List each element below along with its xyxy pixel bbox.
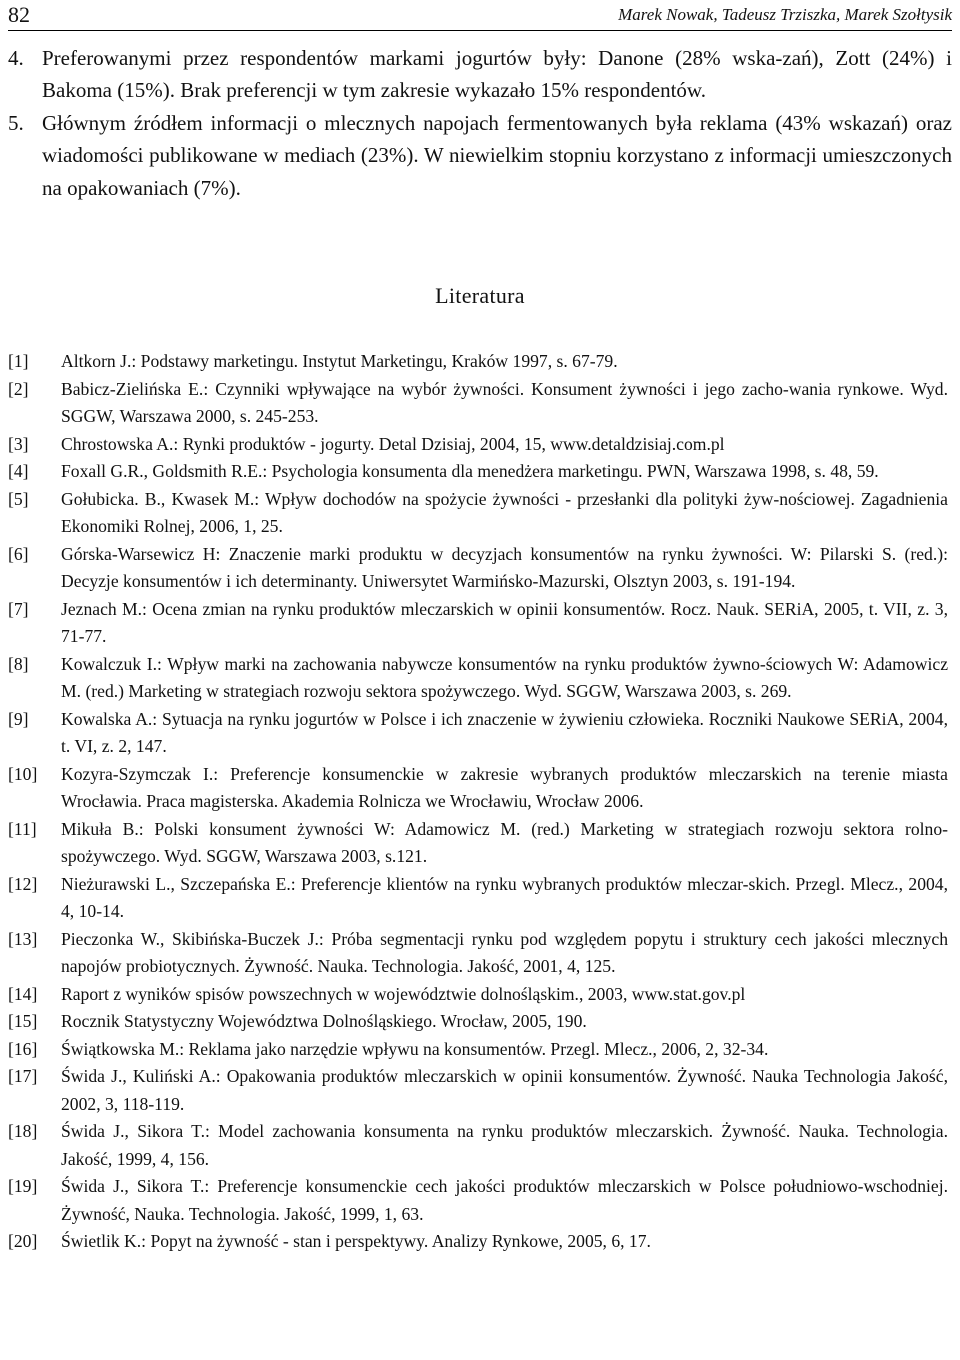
conclusion-text: Preferowanymi przez respondentów markami jogurtów były: Danone (28% wska-zań), Zott (24%) i Bakoma (15%). Brak preferencji w tym zakresie wykazało 15% respondentów.	[42, 46, 952, 103]
reference-item	[8, 1228, 948, 1256]
reference-number: [20]	[8, 1231, 38, 1251]
reference-item	[8, 871, 948, 926]
reference-text: Babicz-Zielińska E.: Czynniki wpływające na wybór żywności. Konsument żywności i jego zacho-wania rynkowe. Wyd. SGGW, Warszawa 2000, s. 245-253.	[61, 378, 948, 426]
reference-number: [3]	[8, 433, 29, 454]
reference-number: [10]	[8, 763, 38, 784]
reference-number: [18]	[8, 1121, 38, 1141]
reference-text: Altkorn J.: Podstawy marketingu. Instytut Marketingu, Kraków 1997, s. 67-79.	[61, 351, 618, 371]
reference-text: Pieczonka W., Skibińska-Buczek J.: Próba segmentacji rynku pod względem popytu i struktury cech jakości mlecznych napojów probiotycznych. Żywność. Nauka. Technologia. Jakość, 2001, 4, 125.	[61, 928, 948, 976]
reference-item	[8, 816, 948, 871]
reference-item	[8, 926, 948, 981]
reference-item	[8, 1036, 948, 1064]
reference-text: Kozyra-Szymczak I.: Preferencje konsumenckie w zakresie wybranych produktów mleczarskich na terenie miasta Wrocławia. Praca magisterska. Akademia Rolnicza we Wrocławiu, Wrocław 2006.	[61, 763, 948, 811]
reference-number: [7]	[8, 598, 29, 619]
reference-text: Górska-Warsewicz H: Znaczenie marki produktu w decyzjach konsumentów na rynku żywności. W: Pilarski S. (red.): Decyzje konsumentów i ich determinanty. Uniwersytet Warmińsko-Mazurski, Olsztyn 2003, s. 191-194.	[61, 543, 948, 591]
reference-number: [8]	[8, 653, 29, 674]
reference-item	[8, 706, 948, 761]
page-number: 82	[8, 2, 30, 27]
reference-text: Chrostowska A.: Rynki produktów - jogurty. Detal Dzisiaj, 2004, 15, www.detaldzisiaj.com.pl	[61, 433, 725, 454]
reference-number: [16]	[8, 1038, 38, 1059]
reference-text: Rocznik Statystyczny Województwa Dolnośląskiego. Wrocław, 2005, 190.	[61, 1011, 587, 1031]
reference-text: Gołubicka. B., Kwasek M.: Wpływ dochodów na spożycie żywności - przesłanki dla polityki żyw-nościowej. Zagadnienia Ekonomiki Rolnej, 2006, 1, 25.	[61, 488, 948, 536]
reference-text: Świda J., Sikora T.: Preferencje konsumenckie cech jakości produktów mleczarskich w Polsce południowo-wschodniej. Żywność, Nauka. Technologia. Jakość, 1999, 1, 63.	[61, 1176, 948, 1224]
reference-item	[8, 761, 948, 816]
reference-number: [1]	[8, 351, 29, 371]
reference-number: [4]	[8, 461, 29, 481]
reference-text: Kowalska A.: Sytuacja na rynku jogurtów w Polsce i ich znaczenie w żywieniu człowieka. Roczniki Naukowe SERiA, 2004, t. VI, z. 2, 147.	[61, 708, 948, 756]
reference-item	[8, 651, 948, 706]
reference-number: [9]	[8, 708, 29, 729]
references-list	[8, 348, 948, 1256]
conclusion-number: 4.	[8, 46, 24, 70]
reference-item	[8, 541, 948, 596]
reference-text: Świda J., Kuliński A.: Opakowania produktów mleczarskich w opinii konsumentów. Żywność. Nauka Technologia Jakość, 2002, 3, 118-119.	[61, 1066, 948, 1114]
reference-number: [12]	[8, 873, 38, 894]
reference-item	[8, 376, 948, 431]
reference-text: Foxall G.R., Goldsmith R.E.: Psychologia konsumenta dla menedżera marketingu. PWN, Warszawa 1998, s. 48, 59.	[61, 461, 879, 481]
reference-text: Mikuła B.: Polski konsument żywności W: Adamowicz M. (red.) Marketing w strategiach rozwoju sektora rolno-spożywczego. Wyd. SGGW, Warszawa 2003, s.121.	[61, 818, 948, 866]
reference-item	[8, 1008, 948, 1036]
reference-item	[8, 1173, 948, 1228]
conclusion-item	[8, 42, 952, 107]
reference-number: [2]	[8, 378, 29, 399]
reference-item	[8, 431, 948, 459]
reference-number: [6]	[8, 543, 29, 564]
reference-number: [19]	[8, 1176, 38, 1196]
reference-text: Raport z wyników spisów powszechnych w województwie dolnośląskim., 2003, www.stat.gov.pl	[61, 983, 746, 1004]
reference-item	[8, 458, 948, 486]
reference-text: Świątkowska M.: Reklama jako narzędzie wpływu na konsumentów. Przegl. Mlecz., 2006, 2, 32-34.	[61, 1038, 769, 1059]
reference-item	[8, 1118, 948, 1173]
conclusion-item	[8, 107, 952, 204]
reference-number: [11]	[8, 818, 37, 839]
reference-text: Jeznach M.: Ocena zmian na rynku produktów mleczarskich w opinii konsumentów. Rocz. Nauk. SERiA, 2005, t. VII, z. 3, 71-77.	[61, 598, 948, 646]
reference-item	[8, 1063, 948, 1118]
reference-item	[8, 348, 948, 376]
conclusions-list	[8, 42, 952, 204]
conclusion-number: 5.	[8, 110, 24, 135]
reference-item	[8, 486, 948, 541]
reference-item	[8, 596, 948, 651]
conclusion-text: Głównym źródłem informacji o mlecznych napojach fermentowanych była reklama (43% wskazań) oraz wiadomości publikowane w mediach (23%). W niewielkim stopniu korzystano z informacji umieszczonych na opakowaniach (7%).	[42, 110, 952, 200]
reference-text: Świda J., Sikora T.: Model zachowania konsumenta na rynku produktów mleczarskich. Żywność. Nauka. Technologia. Jakość, 1999, 4, 156.	[61, 1121, 948, 1169]
reference-text: Nieżurawski L., Szczepańska E.: Preferencje klientów na rynku wybranych produktów mleczar-skich. Przegl. Mlecz., 2004, 4, 10-14.	[61, 873, 948, 921]
reference-text: Kowalczuk I.: Wpływ marki na zachowania nabywcze konsumentów na rynku produktów żywno-ściowych W: Adamowicz M. (red.) Marketing w strategiach rozwoju sektora spożywczego. Wyd. SGGW, Warszawa 2003, s. 269.	[61, 653, 948, 701]
reference-number: [17]	[8, 1066, 38, 1086]
reference-number: [14]	[8, 983, 38, 1004]
reference-number: [5]	[8, 488, 29, 509]
reference-item	[8, 981, 948, 1009]
section-title: Literatura	[435, 283, 525, 308]
running-head-authors: Marek Nowak, Tadeusz Trziszka, Marek Szołtysik	[618, 5, 952, 24]
reference-number: [13]	[8, 928, 38, 949]
reference-text: Świetlik K.: Popyt na żywność - stan i perspektywy. Analizy Rynkowe, 2005, 6, 17.	[61, 1231, 651, 1251]
reference-number: [15]	[8, 1011, 38, 1031]
running-header	[8, 0, 952, 31]
